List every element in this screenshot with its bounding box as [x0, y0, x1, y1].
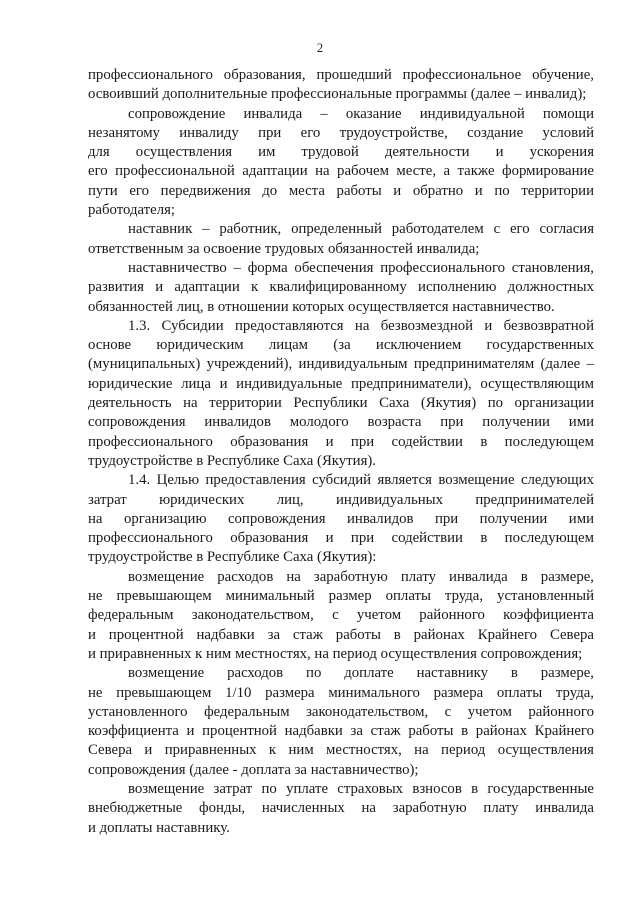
text-line: 1.4. Целью предоставления субсидий является возмещение следующих — [128, 472, 594, 489]
text-line: трудоустройстве в Республике Саха (Якутия). — [88, 452, 377, 469]
text-line: Севера и приравненных к ним местностях, на период осуществления — [88, 742, 594, 759]
page-number: 2 — [316, 41, 324, 55]
text-line: установленного федеральным законодательством, с учетом районного — [88, 703, 594, 720]
text-line: сопровождения (далее - доплата за наставничество); — [88, 761, 419, 778]
text-line: возмещение затрат по уплате страховых взносов в государственные — [128, 780, 594, 797]
paragraph-salary-reimbursement — [88, 568, 594, 664]
text-line: незанятому инвалиду при его трудоустройстве, создание условий — [88, 124, 594, 141]
text-line: обязанностей лиц, в отношении которых осуществляется наставничество. — [88, 298, 555, 315]
text-line: сопровождения инвалидов молодого возраста при получении ими — [88, 414, 594, 431]
text-line: развития и адаптации к квалифицированному исполнению должностных — [88, 279, 594, 296]
paragraph-nastavnik-definition — [88, 220, 594, 259]
text-line: 1.3. Субсидии предоставляются на безвозмездной и безвозвратной — [128, 317, 594, 334]
text-line: для осуществления им трудовой деятельности и ускорения — [88, 144, 594, 161]
paragraph-mentor-payment-reimbursement — [88, 664, 594, 780]
text-line: пути его передвижения до места работы и обратно и по территории — [88, 182, 594, 199]
text-line: и приравненных к ним местностях, на период осуществления сопровождения; — [88, 645, 583, 662]
text-line: коэффициента и процентной надбавки за стаж работы в районах Крайнего — [88, 723, 594, 740]
text-line: на организацию сопровождения инвалидов при получении ими — [88, 510, 594, 527]
paragraph-section-1-4 — [88, 471, 594, 567]
text-line: возмещение расходов по доплате наставнику в размере, — [128, 665, 594, 682]
text-line: и доплаты наставнику. — [88, 819, 230, 836]
text-line: работодателя; — [88, 202, 175, 219]
text-line: не превышающем минимальный размер оплаты труда, установленный — [88, 588, 594, 605]
text-line: профессионального образования и при содействии в последующем — [88, 530, 594, 547]
text-line: деятельность на территории Республики Саха (Якутия) по организации — [88, 395, 594, 412]
text-line: внебюджетные фонды, начисленных на заработную плату инвалида — [88, 800, 594, 817]
paragraph-nastavnichestvo-definition — [88, 259, 594, 317]
text-line: не превышающем 1/10 размера минимального размера оплаты труда, — [88, 684, 594, 701]
document-body — [88, 66, 594, 838]
text-line: федеральным законодательством, с учетом районного коэффициента — [88, 607, 594, 624]
text-line: наставник – работник, определенный работодателем с его согласия — [128, 221, 594, 238]
text-line: и процентной надбавки за стаж работы в районах Крайнего Севера — [88, 626, 594, 643]
text-line: освоивший дополнительные профессиональные программы (далее – инвалид); — [88, 86, 587, 103]
text-line: наставничество – форма обеспечения профессионального становления, — [128, 259, 594, 276]
text-line: затрат юридических лиц, индивидуальных предпринимателей — [88, 491, 594, 508]
paragraph-section-1-3 — [88, 317, 594, 471]
paragraph-insurance-reimbursement — [88, 780, 594, 838]
text-line: (муниципальных) учреждений), индивидуальным предпринимателям (далее – — [88, 356, 594, 373]
paragraph-soprovozhdenie-definition — [88, 105, 594, 221]
text-line: его профессиональной адаптации на рабочем месте, а также формирование — [88, 163, 594, 180]
text-line: ответственным за освоение трудовых обязанностей инвалида; — [88, 240, 480, 257]
text-line: профессионального образования, прошедший профессиональное обучение, — [88, 67, 594, 83]
text-line: трудоустройстве в Республике Саха (Якутия): — [88, 549, 377, 566]
text-line: профессионального образования и при содействии в последующем — [88, 433, 594, 450]
text-line: сопровождение инвалида – оказание индивидуальной помощи — [128, 105, 594, 122]
paragraph-invalid-definition-end — [88, 66, 594, 105]
text-line: возмещение расходов на заработную плату инвалида в размере, — [128, 568, 594, 585]
text-line: основе юридическим лицам (за исключением государственных — [88, 337, 594, 354]
text-line: юридические лица и индивидуальные предприниматели), осуществляющим — [88, 375, 594, 392]
